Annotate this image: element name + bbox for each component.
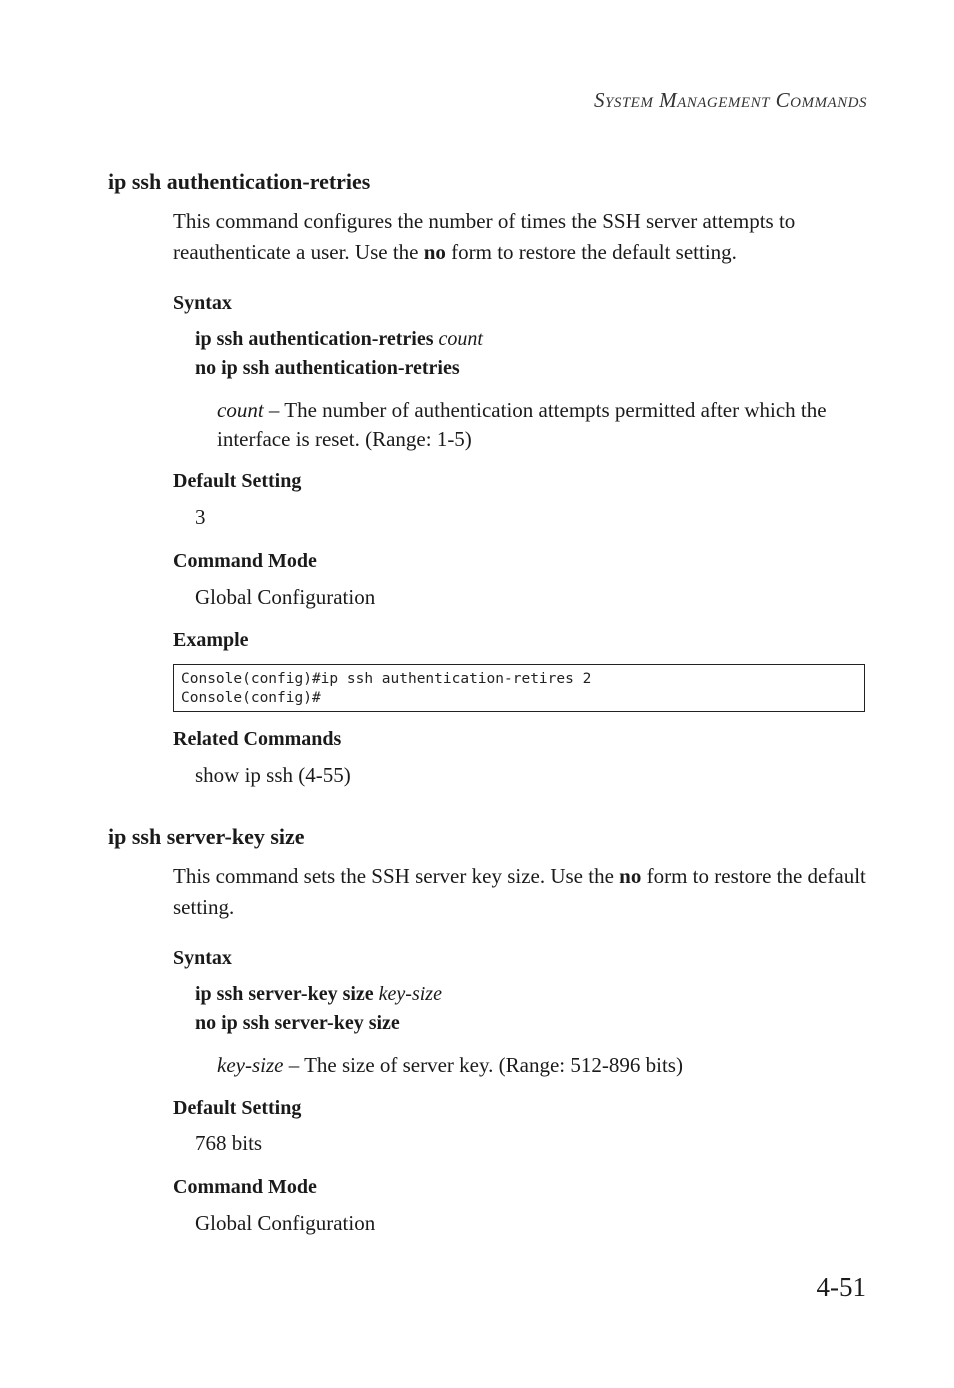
example-heading: Example (173, 629, 249, 651)
parameter-text: – The size of server key. (Range: 512-896 bits) (283, 1053, 683, 1077)
syntax-command (195, 328, 483, 351)
default-setting-heading: Default Setting (173, 470, 302, 492)
parameter-description (217, 396, 837, 454)
syntax-parameter: count (438, 328, 483, 350)
command-mode-value: Global Configuration (195, 1211, 376, 1235)
parameter-name: count (217, 398, 264, 422)
syntax-no-command: no ip ssh authentication-retries (195, 357, 460, 379)
syntax-command (195, 983, 442, 1006)
code-line: Console(config)#ip ssh authentication-retires 2 (181, 671, 592, 687)
description-text-end: form to restore the default setting. (445, 240, 737, 264)
related-commands-value: show ip ssh (4-55) (195, 763, 351, 787)
command-mode-heading: Command Mode (173, 550, 317, 572)
syntax-command-text: ip ssh server-key size (195, 983, 374, 1005)
command-mode-value: Global Configuration (195, 585, 376, 609)
default-setting-heading: Default Setting (173, 1097, 302, 1119)
running-head: System Management Commands (594, 88, 867, 112)
section-title-auth-retries: ip ssh authentication-retries (108, 169, 371, 194)
syntax-heading: Syntax (173, 292, 232, 314)
syntax-heading: Syntax (173, 947, 232, 969)
parameter-description (217, 1051, 837, 1080)
section-description-server-key-size (173, 861, 873, 923)
syntax-parameter: key-size (378, 983, 442, 1005)
code-line: Console(config)# (181, 690, 321, 706)
parameter-name: key-size (217, 1053, 284, 1077)
description-text: This command configures the number of times the SSH server attempts to reauthenticate a user. Use the (173, 209, 796, 264)
related-commands-heading: Related Commands (173, 728, 342, 750)
section-description-auth-retries (173, 206, 873, 268)
syntax-command-text: ip ssh authentication-retries (195, 328, 434, 350)
no-keyword: no (423, 240, 446, 264)
syntax-no-command: no ip ssh server-key size (195, 1012, 400, 1034)
parameter-text: – The number of authentication attempts permitted after which the interface is reset. (Range: 1-5) (217, 398, 827, 451)
default-setting-value: 768 bits (195, 1131, 263, 1155)
description-text: This command sets the SSH server key size. Use the (173, 864, 620, 888)
command-mode-heading: Command Mode (173, 1176, 317, 1198)
section-title-server-key-size: ip ssh server-key size (108, 824, 305, 849)
page-number: 4-51 (816, 1272, 866, 1302)
example-code-box (173, 664, 865, 712)
default-setting-value: 3 (195, 505, 206, 529)
description-text-end: form to restore the default setting. (173, 864, 866, 919)
no-keyword: no (619, 864, 642, 888)
